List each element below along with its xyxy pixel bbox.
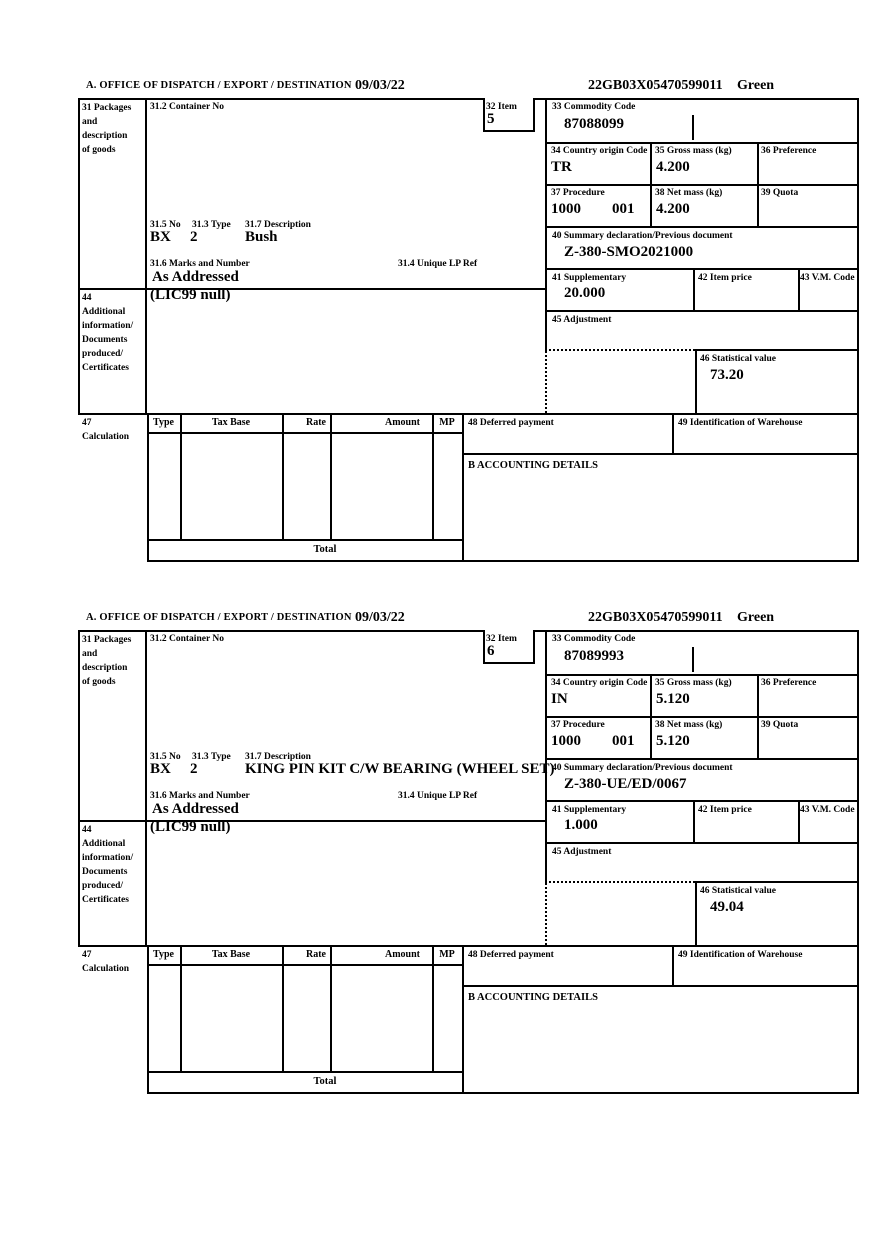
goods-description: Bush <box>245 229 278 245</box>
border-line <box>147 1092 859 1094</box>
warehouse-id-label: 49 Identification of Warehouse <box>678 418 803 428</box>
border-line <box>693 268 695 310</box>
column-header-amount: Amount <box>384 417 420 428</box>
border-line <box>650 674 652 758</box>
border-line <box>695 349 697 413</box>
procedure-code-2: 001 <box>612 201 635 217</box>
border-line <box>857 98 859 562</box>
declaration-date: 09/03/22 <box>355 78 405 93</box>
border-line <box>462 453 859 455</box>
marks-number-label: 31.6 Marks and Number <box>150 259 250 269</box>
border-line <box>282 945 284 1071</box>
border-line <box>545 716 859 718</box>
border-line <box>545 310 859 312</box>
statistical-value-label: 46 Statistical value <box>700 886 776 896</box>
border-line <box>147 539 462 541</box>
marks-and-number: As Addressed <box>152 269 239 285</box>
dotted-border-line <box>545 881 695 883</box>
declaration-item-block <box>0 75 882 595</box>
packages-description-label: 31 Packages and description of goods <box>82 635 132 687</box>
container-no-label: 31.2 Container No <box>150 102 224 112</box>
supplementary-units: 20.000 <box>564 285 606 301</box>
deferred-payment-label: 48 Deferred payment <box>468 418 554 428</box>
commodity-code: 87088099 <box>564 116 624 132</box>
additional-info-value: (LIC99 null) <box>150 819 231 835</box>
statistical-value-label: 46 Statistical value <box>700 354 776 364</box>
border-line <box>545 800 859 802</box>
item-label: 32 Item <box>486 634 517 644</box>
routing-status: Green <box>737 78 775 93</box>
supplementary-label: 41 Supplementary <box>552 273 627 283</box>
border-line <box>545 98 547 348</box>
gross-mass-label: 35 Gross mass (kg) <box>655 146 732 156</box>
border-line <box>757 674 759 758</box>
package-type-label: 31.3 Type <box>192 220 231 230</box>
adjustment-label: 45 Adjustment <box>552 315 612 325</box>
border-line <box>672 945 674 985</box>
packages-description-label: 31 Packages and description of goods <box>82 103 132 155</box>
supplementary-label: 41 Supplementary <box>552 805 627 815</box>
unique-lp-ref-label: 31.4 Unique LP Ref <box>398 791 478 801</box>
commodity-code-separator <box>692 115 694 140</box>
net-mass-label: 38 Net mass (kg) <box>655 720 723 730</box>
gross-mass: 4.200 <box>656 159 690 175</box>
description-label: 31.7 Description <box>245 220 311 230</box>
declaration-item-block <box>0 607 882 1127</box>
commodity-code-separator <box>692 647 694 672</box>
commodity-code: 87089993 <box>564 648 624 664</box>
routing-status: Green <box>737 610 775 625</box>
net-mass-label: 38 Net mass (kg) <box>655 188 723 198</box>
item-price-label: 42 Item price <box>698 805 752 815</box>
border-line <box>330 413 332 539</box>
dotted-border-line <box>545 880 547 945</box>
unique-lp-ref-label: 31.4 Unique LP Ref <box>398 259 478 269</box>
previous-document: Z-380-UE/ED/0067 <box>564 776 687 792</box>
border-line <box>145 630 147 945</box>
border-line <box>857 630 859 1094</box>
package-no-label: 31.5 No <box>150 752 181 762</box>
border-line <box>545 268 859 270</box>
description-label: 31.7 Description <box>245 752 311 762</box>
border-line <box>78 630 859 632</box>
accounting-details-label: B ACCOUNTING DETAILS <box>468 992 598 1003</box>
column-header-tax-base: Tax Base <box>211 417 251 428</box>
border-line <box>147 560 859 562</box>
declaration-date: 09/03/22 <box>355 610 405 625</box>
column-header-rate: Rate <box>306 949 326 960</box>
border-line <box>147 945 149 1092</box>
office-of-dispatch-label: A. OFFICE OF DISPATCH / EXPORT / DESTINATION <box>86 80 352 91</box>
border-line <box>145 98 147 413</box>
border-line <box>462 985 859 987</box>
item-price-label: 42 Item price <box>698 273 752 283</box>
commodity-code-label: 33 Commodity Code <box>552 102 636 112</box>
additional-info-label: 44 Additional information/ Documents produced/ Certificates <box>82 293 134 373</box>
procedure-code-2: 001 <box>612 733 635 749</box>
column-header-rate: Rate <box>306 417 326 428</box>
item-number: 6 <box>487 643 495 659</box>
border-line <box>180 945 182 1071</box>
goods-description: KING PIN KIT C/W BEARING (WHEEL SET) <box>245 761 555 777</box>
declaration-reference: 22GB03X05470599011 <box>588 610 723 625</box>
package-code: BX <box>150 761 171 777</box>
gross-mass: 5.120 <box>656 691 690 707</box>
border-line <box>695 881 859 883</box>
previous-document: Z-380-SMO2021000 <box>564 244 694 260</box>
declaration-reference: 22GB03X05470599011 <box>588 78 723 93</box>
office-of-dispatch-label: A. OFFICE OF DISPATCH / EXPORT / DESTINATION <box>86 612 352 623</box>
border-line <box>78 820 547 822</box>
commodity-code-label: 33 Commodity Code <box>552 634 636 644</box>
column-header-amount: Amount <box>384 949 420 960</box>
border-line <box>432 945 434 1071</box>
border-line <box>545 758 859 760</box>
warehouse-id-label: 49 Identification of Warehouse <box>678 950 803 960</box>
calculation-label: 47 Calculation <box>82 950 129 974</box>
border-line <box>78 98 859 100</box>
dotted-border-line <box>545 348 547 413</box>
statistical-value: 49.04 <box>710 899 744 915</box>
border-line <box>693 800 695 842</box>
procedure-code: 1000 <box>551 201 581 217</box>
calculation-label: 47 Calculation <box>82 418 129 442</box>
border-line <box>330 945 332 1071</box>
border-line <box>282 413 284 539</box>
border-line <box>147 1071 462 1073</box>
statistical-value: 73.20 <box>710 367 744 383</box>
previous-document-label: 40 Summary declaration/Previous document <box>552 231 733 241</box>
country-origin-label: 34 Country origin Code <box>551 678 648 688</box>
supplementary-units: 1.000 <box>564 817 598 833</box>
border-line <box>180 413 182 539</box>
package-code: BX <box>150 229 171 245</box>
border-line <box>78 945 859 947</box>
column-header-type: Type <box>153 417 174 428</box>
border-line <box>147 432 464 434</box>
marks-number-label: 31.6 Marks and Number <box>150 791 250 801</box>
container-no-label: 31.2 Container No <box>150 634 224 644</box>
border-line <box>78 413 859 415</box>
border-line <box>545 142 859 144</box>
column-header-mp: MP <box>439 949 455 960</box>
accounting-details-label: B ACCOUNTING DETAILS <box>468 460 598 471</box>
country-origin-code: IN <box>551 691 568 707</box>
deferred-payment-label: 48 Deferred payment <box>468 950 554 960</box>
border-line <box>462 413 464 560</box>
border-line <box>695 349 859 351</box>
border-line <box>695 881 697 945</box>
column-header-tax-base: Tax Base <box>211 949 251 960</box>
package-no-label: 31.5 No <box>150 220 181 230</box>
item-label: 32 Item <box>486 102 517 112</box>
marks-and-number: As Addressed <box>152 801 239 817</box>
previous-document-label: 40 Summary declaration/Previous document <box>552 763 733 773</box>
vm-code-label: 43 V.M. Code <box>800 805 855 815</box>
border-line <box>545 630 547 880</box>
border-line <box>757 142 759 226</box>
border-line <box>147 964 464 966</box>
additional-info-value: (LIC99 null) <box>150 287 231 303</box>
border-line <box>432 413 434 539</box>
package-count: 2 <box>190 761 198 777</box>
preference-label: 36 Preference <box>761 146 817 156</box>
border-line <box>78 98 80 413</box>
border-line <box>650 142 652 226</box>
item-number: 5 <box>487 111 495 127</box>
vm-code-label: 43 V.M. Code <box>800 273 855 283</box>
border-line <box>545 674 859 676</box>
dotted-border-line <box>545 349 695 351</box>
quota-label: 39 Quota <box>761 188 799 198</box>
border-line <box>545 184 859 186</box>
gross-mass-label: 35 Gross mass (kg) <box>655 678 732 688</box>
border-line <box>78 288 547 290</box>
country-origin-code: TR <box>551 159 572 175</box>
procedure-label: 37 Procedure <box>551 188 605 198</box>
procedure-label: 37 Procedure <box>551 720 605 730</box>
column-header-mp: MP <box>439 417 455 428</box>
total-label: Total <box>313 544 337 555</box>
package-type-label: 31.3 Type <box>192 752 231 762</box>
country-origin-label: 34 Country origin Code <box>551 146 648 156</box>
preference-label: 36 Preference <box>761 678 817 688</box>
column-header-type: Type <box>153 949 174 960</box>
border-line <box>672 413 674 453</box>
procedure-code: 1000 <box>551 733 581 749</box>
border-line <box>545 226 859 228</box>
adjustment-label: 45 Adjustment <box>552 847 612 857</box>
net-mass: 5.120 <box>656 733 690 749</box>
package-count: 2 <box>190 229 198 245</box>
border-line <box>545 842 859 844</box>
border-line <box>462 945 464 1092</box>
border-line <box>78 630 80 945</box>
net-mass: 4.200 <box>656 201 690 217</box>
total-label: Total <box>313 1076 337 1087</box>
quota-label: 39 Quota <box>761 720 799 730</box>
additional-info-label: 44 Additional information/ Documents produced/ Certificates <box>82 825 134 905</box>
border-line <box>147 413 149 560</box>
